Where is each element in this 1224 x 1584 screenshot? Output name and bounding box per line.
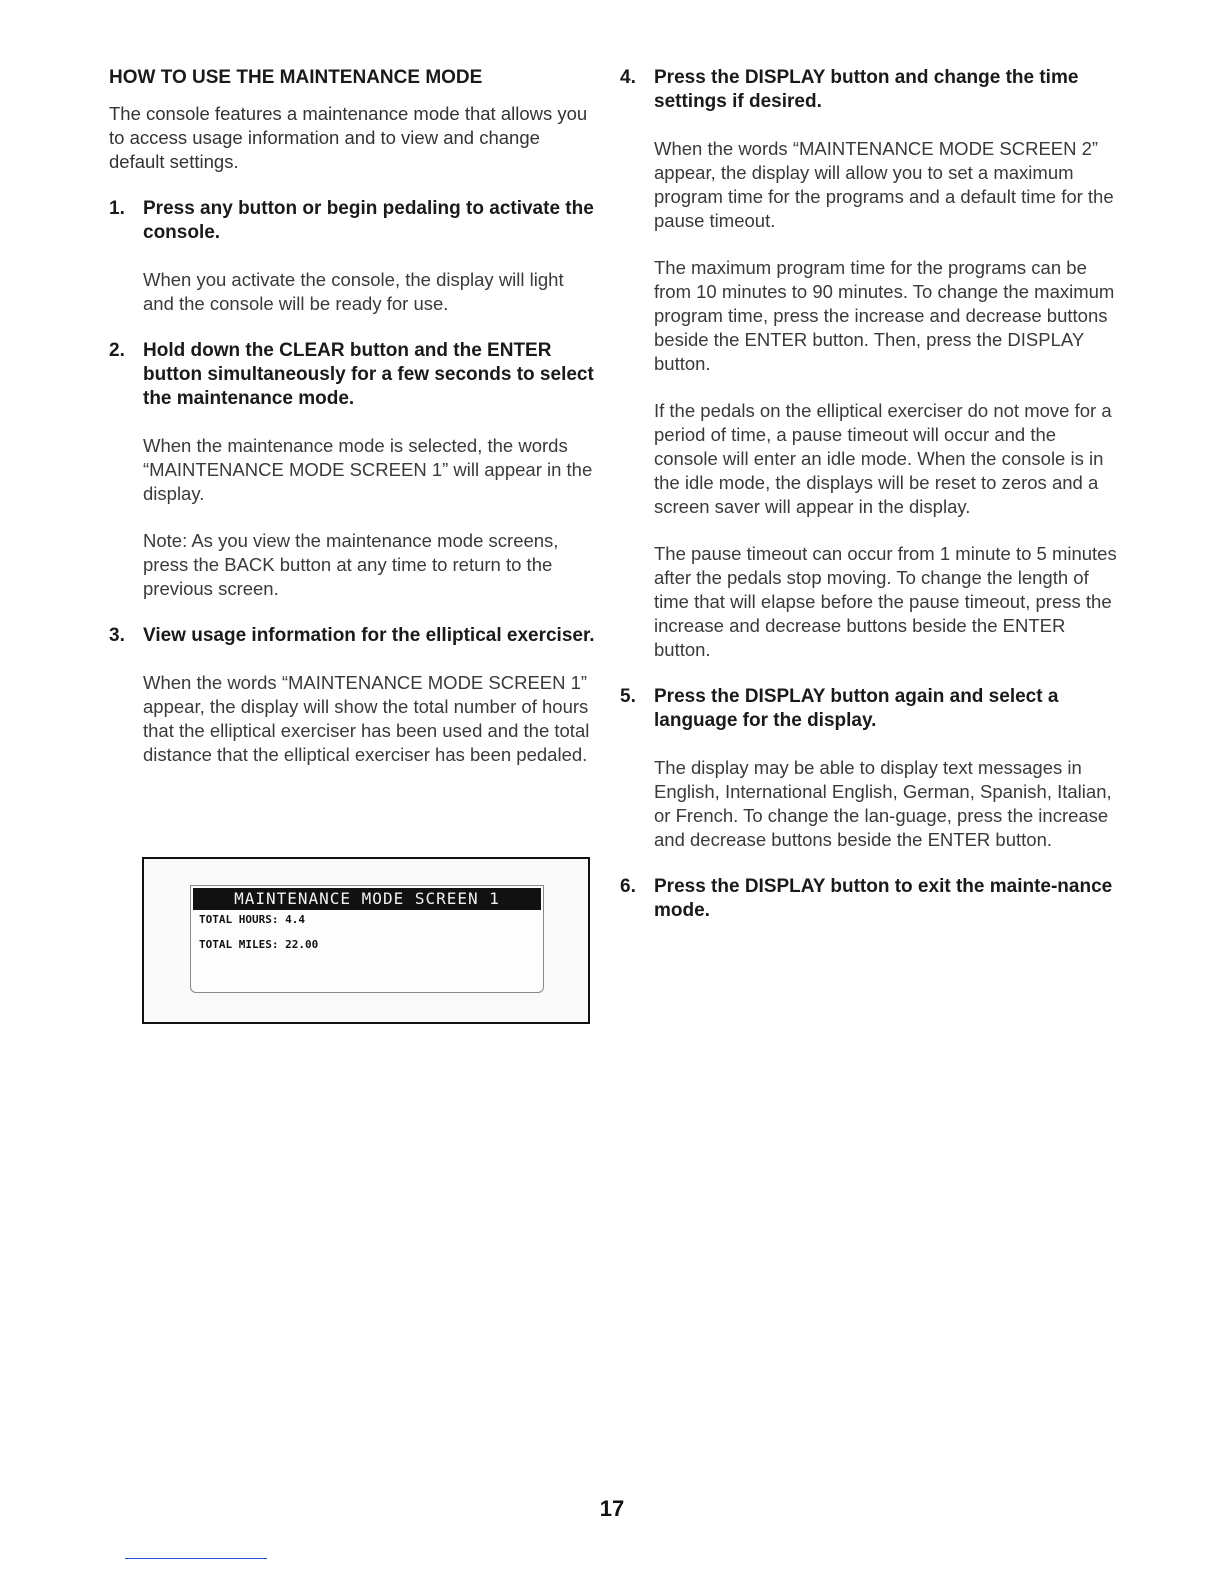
- step-paragraph: If the pedals on the elliptical exerciser do not move for a period of time, a pause timeout will occur and the console will enter an idle mode. When the console is in the idle mode, the displays will be reset to zeros and a screen saver will appear in the display.: [654, 400, 1112, 517]
- lcd-title-bar: MAINTENANCE MODE SCREEN 1: [193, 888, 541, 910]
- page-number: 17: [599, 1496, 625, 1521]
- step-paragraph: The maximum program time for the programs can be from 10 minutes to 90 minutes. To change the maximum program time, press the increase and decrease buttons beside the ENTER button. Then, press the DISPLAY button.: [654, 257, 1115, 374]
- step-title: Press any button or begin pedaling to activate the console.: [143, 198, 594, 243]
- console-display-figure: [142, 857, 590, 1024]
- left-column: [109, 66, 599, 790]
- step-3: [109, 624, 599, 767]
- step-paragraph: When the maintenance mode is selected, the words “MAINTENANCE MODE SCREEN 1” will appear in the display.: [143, 435, 593, 504]
- lcd-screen: [190, 885, 544, 993]
- step-2: [109, 339, 599, 601]
- step-number: 6.: [620, 876, 636, 897]
- lcd-total-miles: TOTAL MILES: 22.00: [199, 938, 319, 951]
- section-heading: HOW TO USE THE MAINTENANCE MODE: [109, 67, 483, 88]
- step-6: [620, 875, 1120, 923]
- step-paragraph: When the words “MAINTENANCE MODE SCREEN 2” appear, the display will allow you to set a maximum program time for the programs and a default time for the pause timeout.: [654, 138, 1114, 231]
- footer-rule: [125, 1558, 267, 1559]
- intro-paragraph: The console features a maintenance mode that allows you to access usage information and to view and change default settings.: [109, 103, 588, 172]
- step-title: Press the DISPLAY button to exit the mainte-nance mode.: [654, 876, 1113, 921]
- step-paragraph: When the words “MAINTENANCE MODE SCREEN 1” appear, the display will show the total number of hours that the elliptical exerciser has been used and the total distance that the elliptical exerciser has been pedaled.: [143, 672, 590, 765]
- step-title: View usage information for the elliptical exerciser.: [143, 625, 595, 646]
- right-column: [620, 66, 1120, 946]
- step-title: Hold down the CLEAR button and the ENTER button simultaneously for a few seconds to select the maintenance mode.: [143, 340, 594, 409]
- step-number: 3.: [109, 625, 125, 646]
- step-note: Note: As you view the maintenance mode screens, press the BACK button at any time to return to the previous screen.: [143, 530, 559, 599]
- step-number: 2.: [109, 340, 125, 361]
- step-4: [620, 66, 1120, 662]
- step-title: Press the DISPLAY button and change the time settings if desired.: [654, 67, 1079, 112]
- step-number: 5.: [620, 686, 636, 707]
- step-1: [109, 197, 599, 316]
- step-number: 1.: [109, 198, 125, 219]
- step-number: 4.: [620, 67, 636, 88]
- step-paragraph: The display may be able to display text messages in English, International English, German, Spanish, Italian, or French. To change the lan-guage, press the increase and decrease buttons beside the ENTER button.: [654, 757, 1112, 850]
- lcd-total-hours: TOTAL HOURS: 4.4: [199, 913, 305, 926]
- step-paragraph: When you activate the console, the display will light and the console will be ready for use.: [143, 269, 564, 314]
- step-title: Press the DISPLAY button again and select a language for the display.: [654, 686, 1059, 731]
- step-5: [620, 685, 1120, 852]
- step-paragraph: The pause timeout can occur from 1 minute to 5 minutes after the pedals stop moving. To change the length of time that will elapse before the pause timeout, press the increase and decrease buttons beside the ENTER button.: [654, 543, 1117, 660]
